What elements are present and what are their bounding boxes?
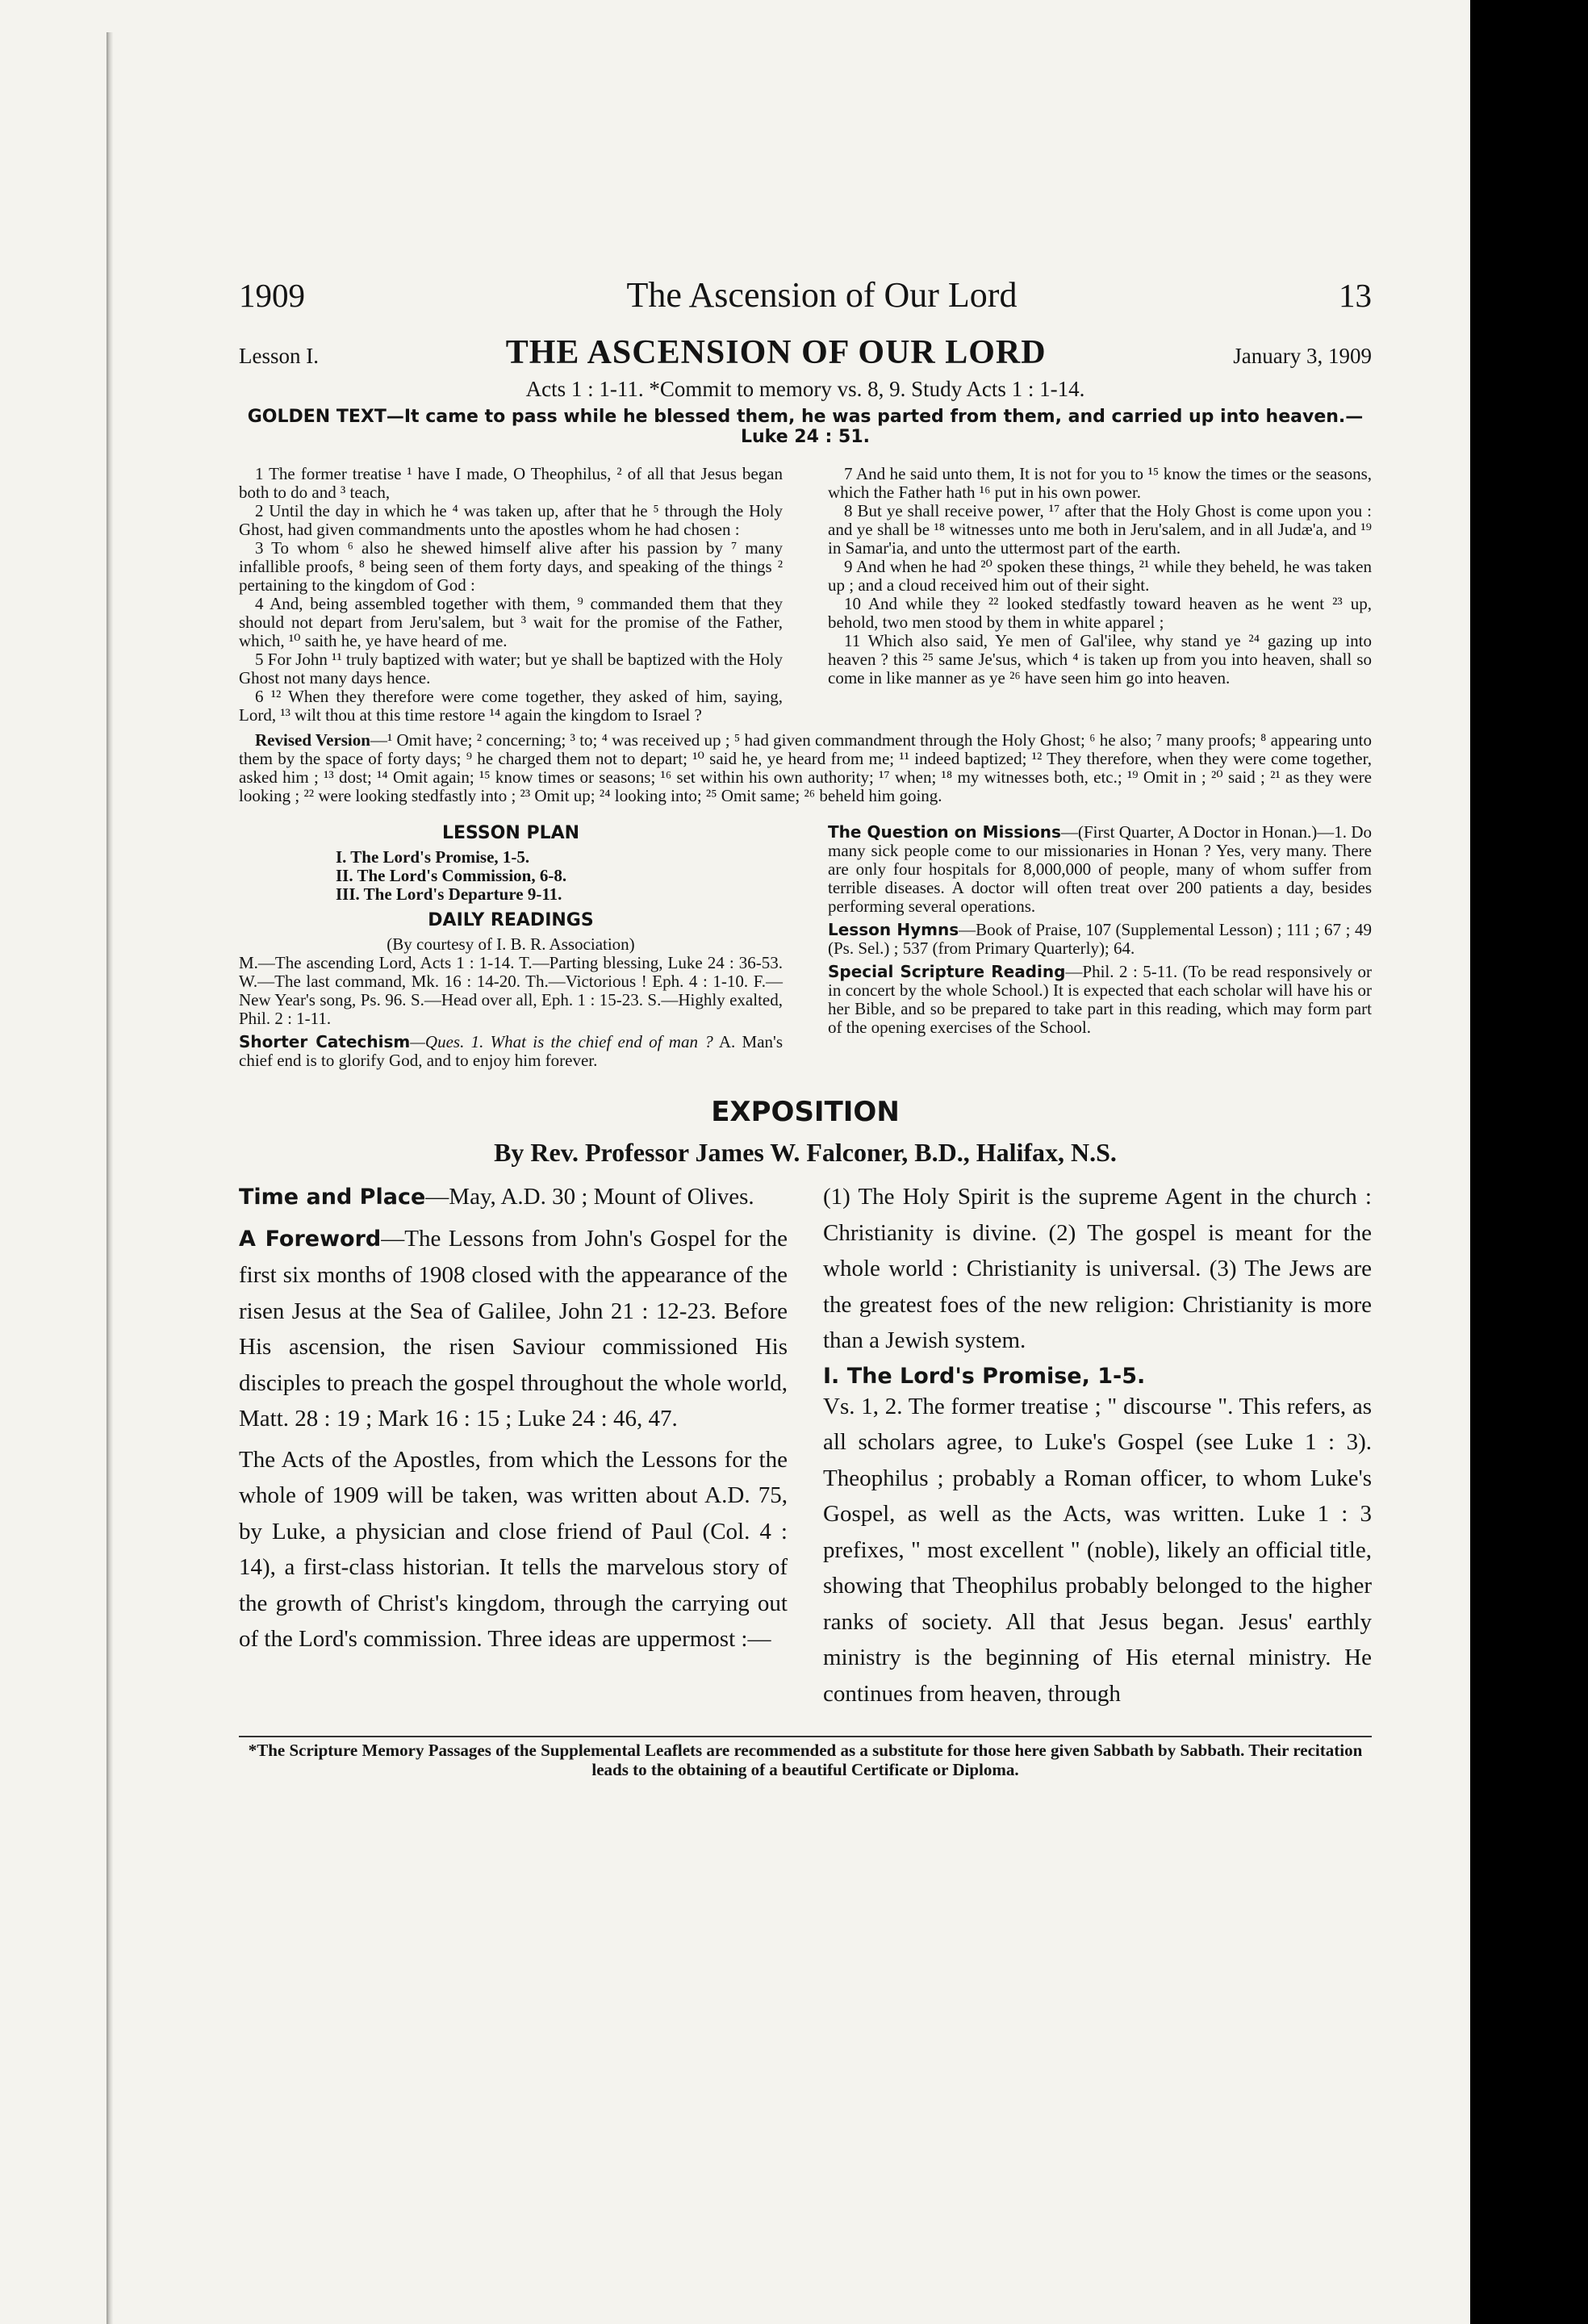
lesson-plan-item: III. The Lord's Departure 9-11. <box>336 884 562 904</box>
helps-left-column <box>239 823 783 1075</box>
verse: 6 ¹² When they therefore were come together, they asked of him, saying, Lord, ¹³ wilt thou at this time restore ¹⁴ again the kingdom to Israel ? <box>239 687 783 725</box>
verse: 8 But ye shall receive power, ¹⁷ after that the Holy Ghost is come upon you : and ye shall be ¹⁸ witnesses unto me both in Jeru'salem, and in all Judæ'a, and ¹⁹ in Samar'ia, and unto the uttermost part of the earth. <box>828 501 1372 558</box>
revised-version-label: Revised Version <box>255 730 370 750</box>
ideas-paragraph: (1) The Holy Spirit is the supreme Agent in the church : Christianity is divine. (2) The gospel is meant for the whole world : Christianity is universal. (3) The Jews are the greatest foes of the new religion: Christianity is more than a Jewish system. <box>823 1184 1372 1353</box>
scripture-right-column <box>828 465 1372 725</box>
helps-right-column <box>828 823 1372 1075</box>
running-header <box>239 274 1372 316</box>
foreword-text: —The Lessons from John's Gospel for the first six months of 1908 closed with the appearance of the risen Jesus at the Sea of Galilee, John 21 : 12-23. Before His ascension, the risen Saviour commissioned His disciples to preach the gospel throughout the whole world, Matt. 28 : 19 ; Mark 16 : 15 ; Luke 24 : 46, 47. <box>239 1225 788 1432</box>
verse: 9 And when he had ²⁰ spoken these things, ²¹ while they beheld, he was taken up ; and a cloud received him out of their sight. <box>828 557 1372 595</box>
exposition-left-column <box>239 1179 788 1716</box>
special-reading-text: —Phil. 2 : 5-11. (To be read responsively or in concert by the whole School.) It is expected that each scholar will have his or her Bible, and so be prepared to take part in this reading, which may form part of the opening exercises of the School. <box>828 962 1372 1037</box>
special-scripture-reading <box>828 963 1372 1037</box>
verses-text: The former treatise ; " discourse ". This refers, as all scholars agree, to Luke's Gospel (see Luke 1 : 3). Theophilus ; probably a Roman officer, to whom Luke's Gospel, as well as the Acts, was written. Luke 1 : 3 prefixes, " most excellent " (noble), likely an official title, showing that Theophilus probably belonged to the higher ranks of society. All that Jesus began. Jesus' earthly ministry is the beginning of His eternal ministry. He continues from heaven, through <box>823 1393 1372 1707</box>
missions-label: The Question on Missions <box>828 822 1061 842</box>
verse: 2 Until the day in which he ⁴ was taken up, after that he ⁵ through the Holy Ghost, had given commandments unto the apostles whom he had chosen : <box>239 501 783 539</box>
golden-text: GOLDEN TEXT—It came to pass while he blessed them, he was parted from them, and carried up into heaven.—Luke 24 : 51. <box>247 407 1364 447</box>
header-year: 1909 <box>239 277 305 314</box>
daily-readings-text: M.—The ascending Lord, Acts 1 : 1-14. T.—Parting blessing, Luke 24 : 36-53. W.—The last command, Mk. 16 : 14-20. Th.—Victorious ! Eph. 4 : 1-10. F.—New Year's song, Ps. 96. S.—Head over all, Eph. 1 : 15-23. S.—Highly exalted, Phil. 2 : 1-11. <box>239 953 783 1028</box>
catechism-label: Shorter Catechism <box>239 1032 411 1051</box>
revised-version-notes <box>239 731 1372 805</box>
time-place-label: Time and Place <box>239 1185 426 1210</box>
lesson-title: THE ASCENSION OF OUR LORD <box>505 334 1047 371</box>
exposition-title: EXPOSITION <box>711 1096 900 1128</box>
missions-text: —(First Quarter, A Doctor in Honan.)—1. Do many sick people come to our missionaries in Honan ? Yes, very many. There are only four hospitals for 8,000,000 of people, many of whom suffer from terrible diseases. A doctor will often treat over 200 patients a day, besides performing several operations. <box>828 822 1372 916</box>
lesson-date: January 3, 1909 <box>1233 344 1372 368</box>
time-place-text: —May, A.D. 30 ; Mount of Olives. <box>425 1184 754 1210</box>
missions-question <box>828 823 1372 916</box>
verse: 3 To whom ⁶ also he shewed himself alive after his passion by ⁷ many infallible proofs, ⁸ being seen of them forty days, and speaking of the things ² pertaining to the kingdom of God : <box>239 538 783 595</box>
hymns-text: —Book of Praise, 107 (Supplemental Lesson) ; 111 ; 67 ; 49 (Ps. Sel.) ; 537 (from Primary Quarterly); 64. <box>828 920 1372 958</box>
footnote: *The Scripture Memory Passages of the Supplemental Leaflets are recommended as a substitute for those here given Sabbath by Sabbath. Their recitation leads to the obtaining of a beautiful Certificate or Diploma. <box>239 1736 1372 1779</box>
exposition-right-column <box>823 1179 1372 1716</box>
exposition-byline: By Rev. Professor James W. Falconer, B.D., Halifax, N.S. <box>494 1138 1117 1167</box>
catechism-question: What is the chief end of man ? <box>490 1032 713 1051</box>
catechism-question-label: —Ques. 1. <box>410 1032 484 1051</box>
verse: 10 And while they ²² looked stedfastly toward heaven as he went ²³ up, behold, two men stood by them in white apparel ; <box>828 594 1372 632</box>
helps-columns <box>239 823 1372 1075</box>
scripture-columns <box>239 465 1372 725</box>
page-content <box>239 274 1372 1779</box>
verse: 4 And, being assembled together with them, ⁹ commanded them that they should not depart from Jeru'salem, but ³ wait for the promise of the Father, which, ¹⁰ saith he, ye have heard of me. <box>239 594 783 650</box>
revised-version-text: —¹ Omit have; ² concerning; ³ to; ⁴ was received up ; ⁵ had given commandment through the Holy Ghost; ⁶ he also; ⁷ many proofs; ⁸ appearing unto them by the space of forty days; ⁹ he charged them not to depart; ¹⁰ said he, ye heard from me; ¹¹ indeed baptized; ¹² They therefore, when they were come together, asked him ; ¹³ dost; ¹⁴ Omit again; ¹⁵ know times or seasons; ¹⁶ set within his own authority; ¹⁷ when; ¹⁸ my witnesses both, etc.; ¹⁹ Omit in ; ²⁰ said ; ²¹ as they were looking ; ²² were looking stedfastly into ; ²³ Omit up; ²⁴ looking into; ²⁵ Omit same; ²⁶ beheld him going. <box>239 730 1372 805</box>
catechism-answer: A. Man's chief end is to glorify God, and to enjoy him forever. <box>239 1032 784 1070</box>
header-title: The Ascension of Our Lord <box>626 275 1018 315</box>
study-line: Acts 1 : 1-11. *Commit to memory vs. 8, 9. Study Acts 1 : 1-14. <box>525 377 1085 401</box>
lesson-plan-heading: LESSON PLAN <box>441 823 580 843</box>
section-heading: I. The Lord's Promise, 1-5. <box>823 1363 1146 1389</box>
verse: 7 And he said unto them, It is not for you to ¹⁵ know the times or the seasons, which the Father hath ¹⁶ put in his own power. <box>828 464 1372 502</box>
hymns-label: Lesson Hymns <box>828 920 959 939</box>
lesson-hymns <box>828 921 1372 958</box>
daily-readings-courtesy: (By courtesy of I. B. R. Association) <box>387 934 635 954</box>
special-reading-label: Special Scripture Reading <box>828 962 1066 981</box>
foreword-label: A Foreword <box>239 1226 382 1252</box>
acts-paragraph: The Acts of the Apostles, from which the Lessons for the whole of 1909 will be taken, was written about A.D. 75, by Luke, a physician and close friend of Paul (Col. 4 : 14), a first-class historian. It tells the marvelous story of the growth of Christ's kingdom, through the carrying out of the Lord's commission. Three ideas are uppermost :— <box>239 1446 788 1652</box>
scripture-left-column <box>239 465 783 725</box>
lesson-plan-item: I. The Lord's Promise, 1-5. <box>336 847 530 867</box>
lesson-plan-list <box>336 848 783 904</box>
lesson-number: Lesson I. <box>239 344 319 368</box>
verse: 1 The former treatise ¹ have I made, O Theophilus, ² of all that Jesus began both to do and ³ teach, <box>239 464 783 502</box>
daily-readings-heading: DAILY READINGS <box>428 910 594 930</box>
verse: 5 For John ¹¹ truly baptized with water; but ye shall be baptized with the Holy Ghost not many days hence. <box>239 650 783 688</box>
verses-label: Vs. 1, 2. <box>823 1393 903 1419</box>
lesson-heading <box>239 333 1372 372</box>
shorter-catechism <box>239 1033 783 1070</box>
verses-commentary <box>823 1389 1372 1712</box>
verse: 11 Which also said, Ye men of Gal'ilee, why stand ye ²⁴ gazing up into heaven ? this ²⁵ same Je'sus, which ⁴ is taken up from you into heaven, shall so come in like manner as ye ²⁶ have seen him go into heaven. <box>828 631 1372 688</box>
page-number: 13 <box>1339 277 1372 314</box>
lesson-plan-item: II. The Lord's Commission, 6-8. <box>336 866 567 885</box>
foreword <box>239 1221 788 1437</box>
time-and-place <box>239 1179 788 1216</box>
binding-gutter <box>107 32 113 2324</box>
exposition-columns <box>239 1179 1372 1716</box>
